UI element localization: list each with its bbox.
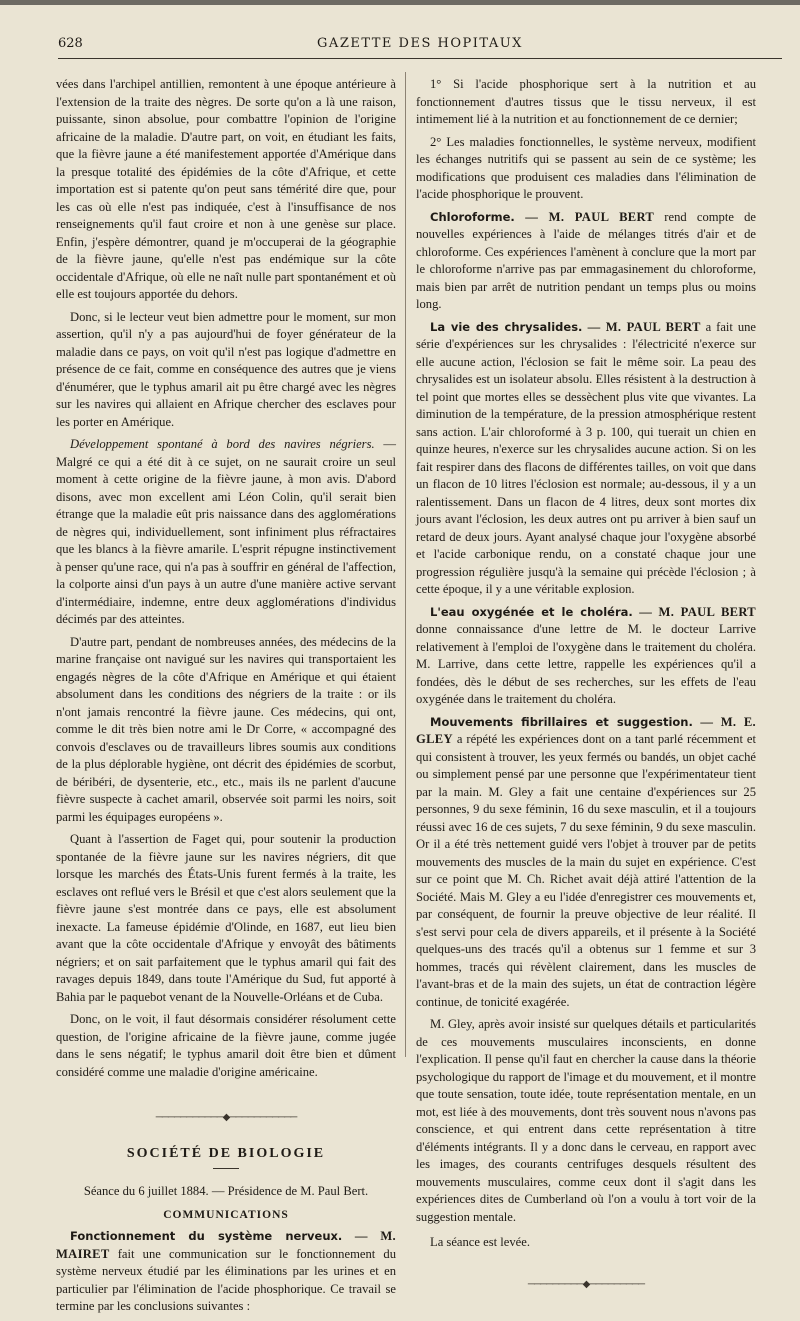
page-number: 628 [58,36,83,51]
seance-line: Séance du 6 juillet 1884. — Présidence de M. Paul Bert. [83,1184,369,1198]
paragraph [416,319,756,599]
column-divider [405,72,406,1057]
author-name: — M. MAIRET [56,1229,396,1261]
author-name: — M. PAUL BERT [632,604,756,619]
paragraph-body: donne connaissance d'une lettre de M. le docteur Larrive relativement à l'emploi de l'oxygène dans le traitement du choléra. M. Larrive, dans cette lettre, rappelle les expériences qu'il a fondées, dès le début de ses recherches, sur les effets de l'eau oxygénée dans le traitement du choléra. [416,622,756,706]
right-column [416,76,756,1311]
paragraph [416,604,756,709]
paragraph-body: a fait une série d'expériences sur les chrysalides : l'électricité n'exerce sur elle aucune action, l'éclosion se fait le même soir. La peau des chrysalides est un isolateur absolu. Elles résistent à la destruction à tel point que mortes elles se dessèchent plus vite que vivantes. La diminution de la température, de la pression atmosphérique restent sans action. L'air chloroformé à 3 p. 100, qui tuerait un chien en quinze heures, n'exerce sur les chrysalides aucune action. Si on les fait respirer dans des flacons de différentes tailles, on voit que dans un flacon de 10 litres l'éclosion est normale; au-dessous, il y a un ralentissement. Dans un flacon de 4 litres, deux sont mortes dix jours avant l'éclosion, les deux autres ont pu arriver à bien sauf un retard de deux jours. Ayant analysé chaque jour l'oxygène absorbé et l'acide carbonique rendu, on a constaté chaque jour une progression régulière jusqu'à la semaine qui précède l'éclosion ; à cette époque, il y a une véritable explosion. [416,319,757,596]
paragraph-heading: Développement spontané à bord des navires négriers. [70,437,375,451]
page-header [58,36,782,59]
section-title: SOCIÉTÉ DE BIOLOGIE [126,1145,326,1161]
rubric-title: La vie des chrysalides. [430,319,583,334]
rubric-title: Chloroforme. [430,209,515,224]
ornament-divider: ───────────◆─────────── [155,1112,297,1123]
paragraph [56,1228,396,1316]
ornament-divider: ─────────◆───────── [527,1278,645,1290]
paragraph: D'autre part, pendant de nombreuses années, des médecins de la marine française ont navigué sur les navires qui transportaient les engagés nègres de la côte d'Afrique en Amérique et qui étaient absolument dans les conditions des négriers de la traite : or ils n'ont jamais rencontré la fièvre jaune. Ces médecins, qui ont, comme le dit très bien notre ami le Dr Corre, « accompagné des convois d'esclaves ou de travailleurs libres soumis aux conditions de la plus déplorable hygiène, ont décrit des épidémies de scorbut, de béribéri, de dysenterie, etc., etc., mais ils ne parlent d'aucune fièvre suspecte à cachet amaril, observée soit parmi les noirs, soit parmi les équipages européens ». [56,634,396,824]
paragraph-body: a répété les expériences dont on a tant parlé récemment et qui consistent à trouver, les yeux fermés ou bandés, un objet caché ou simplement pensé par une personne que l'expérimentateur tient par la main. M. Gley a fait une centaine d'expériences sur 25 personnes, 9 du sexe féminin, 16 du sexe masculin, et il a toujours réussi avec 16 de ces sujets, 7 du sexe féminin, 9 du sexe masculin. Or il a été très nettement guidé vers l'objet à trouver par de petits mouvements des muscles de la main du sujet en expérience. C'est sur ce point que M. Ch. Richet avait déjà attiré l'attention de la Société. Mais M. Gley a eu l'idée d'enregistrer ces mouvements et, par conséquent, de fournir la preuve objective de leur réalité. Il s'est servi pour cela de divers appareils, et il présente à la Société quelques-uns des tracés qu'il a obtenus sur 1 femme et sur 3 hommes, tracés qui révèlent clairement, dans les muscles de l'avant-bras et de la main des sujets, un état de contraction légère continue, de tonicité exagérée. [416,732,756,1009]
paragraph-body: fait une communication sur le fonctionnement du système nerveux étudié par les éliminations par les urines et en particulier par l'élimination de l'acide phosphorique. Ce travail se termine par les conclusions suivantes : [56,1246,396,1313]
rubric-title: L'eau oxygénée et le choléra. [430,604,633,619]
closing-line: La séance est levée. [430,1235,530,1249]
communications-heading: COMMUNICATIONS [163,1208,289,1221]
paragraph: M. Gley, après avoir insisté sur quelques détails et particularités de ces mouvements musculaires inconscients, en donne l'explication. Il pense qu'il faut en chercher la cause dans la théorie psychologique du rapport de l'image et du mouvement, et il montre que toute sensation, toute idée, toute représentation mentale, en un mot, est liée à des mouvements, dont très souvent nous n'avons pas conscience, et qui entrent dans cette représentation à titre d'éléments intégrants. Il y a donc dans le cerveau, en rapport avec les images, des courants centrifuges desquels résultent des mouvements musculaires, comme ceux dont il s'agit dans les expériences dites de Cumberland où l'on a voulu à tort voir de la suggestion mentale. [416,1017,756,1224]
journal-title: GAZETTE DES HOPITAUX [317,36,523,51]
left-column [56,76,396,1321]
paragraph [416,209,756,314]
author-name: — M. PAUL BERT [514,209,655,224]
paragraph: vées dans l'archipel antillien, remontent à une époque antérieure à l'extension de la traite des nègres. De sorte qu'on a là une raison, puissante, sinon absolue, pour combattre l'opinion de l'origine africaine de la maladie. D'autre part, on voit, en étudiant les faits, que la fièvre jaune a été manifestement apportée d'Amérique dans la presque totalité des épidémies de la côte d'Afrique, et cette importation est si patente qu'on peut sans témérité dire que, pour les cas où elle n'est pas indiquée, c'est à l'insuffisance de nos renseignements qu'il faut croire et non à une genèse sur place. Enfin, j'espère démontrer, quand je m'occuperai de la géographie de la fièvre jaune, qu'elle n'est pas endémique sur la côte occidentale d'Afrique, où elle ne naît nulle part spontanément et où elle est toujours apportée du dehors. [56,77,396,301]
author-name: — M. E. GLEY [416,714,756,746]
paragraph: Donc, si le lecteur veut bien admettre pour le moment, sur mon assertion, qu'il n'y a pas aujourd'hui de foyer générateur de la maladie dans ce pays, on voit qu'il n'est pas logique d'admettre en présence de ce fait, comme en conséquence des autres que je viens d'énumérer, que le typhus amaril ait pu être chargé avec les nègres sur les navires qui allaient en Afrique chercher des esclaves pour les porter en Amérique. [56,309,396,429]
paragraph: Donc, on le voit, il faut désormais considérer résolument cette question, de l'origine africaine de la fièvre jaune, comme jugée dans le sens négatif; le typhus amaril doit être bien et dûment considéré comme une maladie d'origine américaine. [56,1012,396,1079]
author-name: — M. PAUL BERT [582,319,701,334]
paragraph: 1° Si l'acide phosphorique sert à la nutrition et au fonctionnement d'autres tissus que le tissu nerveux, il est intimement lié à la nutrition et au fonctionnement de ce dernier; [416,77,756,126]
title-rule [213,1168,239,1169]
rubric-title: Mouvements fibrillaires et suggestion. [430,714,693,729]
page-top-edge [0,0,800,5]
paragraph [416,714,756,1012]
paragraph-body: rend compte de nouvelles expériences à l'aide de mélanges titrés d'air et de chloroforme. Ces expériences l'amènent à conclure que la mort par le chloroforme n'arrive pas par emmagasinement du chloroforme, mais bien par arrêt de nutrition pendant un temps plus ou moins long. [416,209,756,311]
rubric-title: Fonctionnement du système nerveux. [70,1229,343,1243]
paragraph: 2° Les maladies fonctionnelles, le système nerveux, modifient les échanges nutritifs qui se passent au sein de ce système; les modifications que produisent ces maladies dans l'élimination de l'acide phosphorique le prouvent. [416,134,756,201]
paragraph-body: — Malgré ce qui a été dit à ce sujet, on ne saurait croire un seul moment à cette origine de la fièvre jaune, à mon avis. D'abord disons, avec mon excellent ami Léon Colin, qu'il serait bien étrange que la maladie eût pris naissance dans des agglomérations de nègres qui, individuellement, sont infiniment plus réfractaires que les blancs à la fièvre amarile. L'esprit répugne instinctivement à penser qu'une race, qui n'a pas à souffrir en général de l'affection, la colporte ainsi d'un pays à un autre d'une manière active servant d'intermédiaire, indemne, entre deux agglomérations d'individus décimés par des atteintes. [56,437,396,626]
paragraph [56,436,396,629]
paragraph: Quant à l'assertion de Faget qui, pour soutenir la production spontanée de la fièvre jaune sur les navires négriers, dit que lorsque les marchés des États-Unis furent fermés à la traite, les esclaves ont reflué vers le Brésil et que c'est alors seulement que la fièvre jaune s'est montrée dans ce pays, elle est absolument inexacte. La fameuse épidémie d'Olinde, en 1687, eut lieu bien avant que la côte occidentale d'Afrique y envoyât des bâtiments négriers; et on sait parfaitement que le typhus amaril qui fait des ravages depuis 1849, dans toute l'Amérique du Sud, fut apporté à Bahia par le paquebot venant de la Nouvelle-Orléans et de Cuba. [56,832,396,1004]
